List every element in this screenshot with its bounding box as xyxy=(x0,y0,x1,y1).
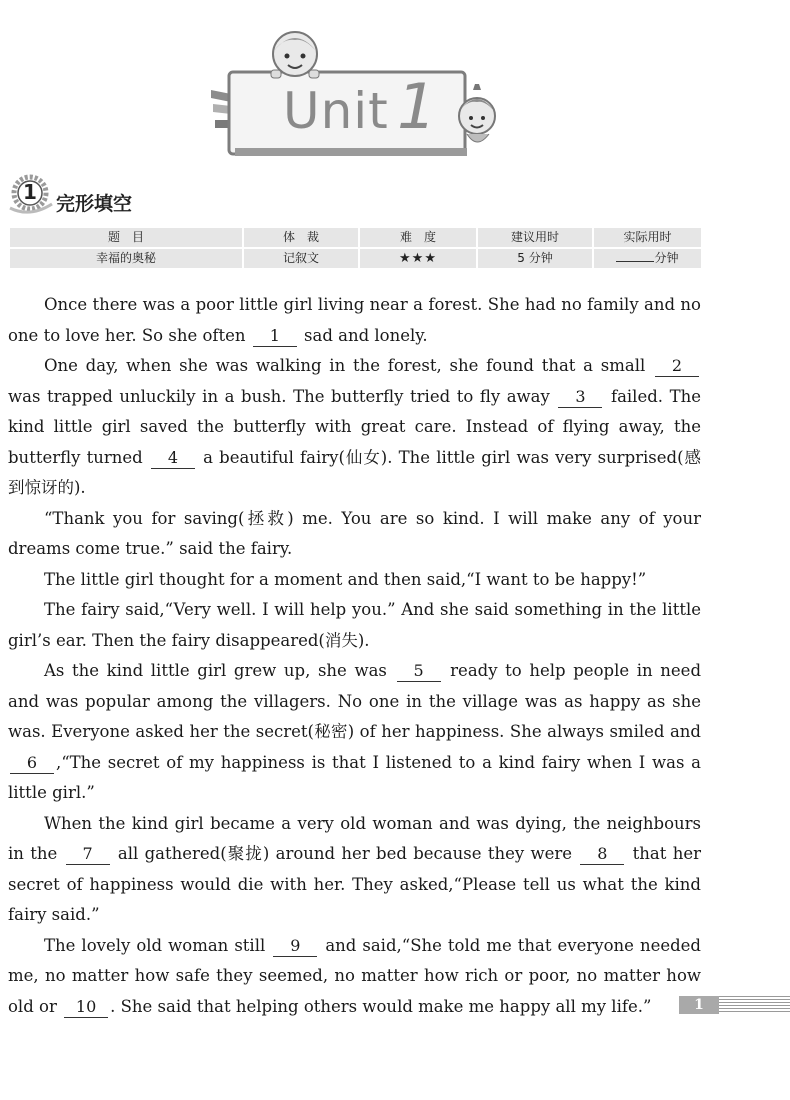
unit-banner xyxy=(205,24,505,164)
text: failed. The kind little girl saved the butterfly with great care. Instead of flying away, the butterfly turned xyxy=(8,386,701,467)
cell-difficulty-stars: ★★★ xyxy=(359,248,477,269)
text: The lovely old woman still xyxy=(44,935,272,955)
text: and said,“She told me that everyone needed me, no matter how safe they seemed, no matter how rich or poor, no matter how old or xyxy=(8,935,701,1016)
blank-4[interactable]: 4 xyxy=(151,448,195,469)
text: ,“The secret of my happiness is that I listened to a kind fairy when I was a little girl.” xyxy=(8,752,701,802)
blank-6[interactable]: 6 xyxy=(10,753,54,774)
cell-actual-time xyxy=(593,248,702,269)
paragraph-1 xyxy=(8,290,701,351)
text: The fairy said,“Very well. I will help you.” And she said something in the little girl’s ear. Then the fairy disappeared(消失). xyxy=(8,600,701,650)
text: “Thank you for saving(拯救) me. You are so kind. I will make any of your dreams come true.” said the fairy. xyxy=(8,508,701,558)
text: The little girl thought for a moment and then said,“I want to be happy!” xyxy=(44,569,647,589)
cell-suggested-time: 5 分钟 xyxy=(477,248,593,269)
paragraph-7 xyxy=(8,809,701,931)
girl-cartoon-icon xyxy=(271,32,319,78)
text: all gathered(聚拢) around her bed because they were xyxy=(111,844,579,863)
section-number: 1 xyxy=(23,180,37,204)
blank-5[interactable]: 5 xyxy=(397,661,441,682)
text: that her secret of happiness would die with her. They asked,“Please tell us what the kind fairy said.” xyxy=(8,844,701,924)
text: a beautiful fairy(仙女). The little girl was very surprised(感到惊讶的). xyxy=(8,447,701,497)
paragraph-2 xyxy=(8,351,701,504)
blank-7[interactable]: 7 xyxy=(66,844,110,865)
text: ready to help people in need and was popular among the villagers. No one in the village was as happy as she was. Everyone asked her the secret(秘密) of her happiness. She always smiled and xyxy=(8,661,702,741)
header-suggested-time: 建议用时 xyxy=(477,227,593,248)
unit-number: 1 xyxy=(397,70,437,143)
text: sad and lonely. xyxy=(298,325,428,345)
text: As the kind little girl grew up, she was xyxy=(44,661,395,680)
text: was trapped unluckily in a bush. The butterfly tried to fly away xyxy=(8,386,557,406)
blank-9[interactable]: 9 xyxy=(273,936,317,957)
paragraph-3 xyxy=(8,504,701,565)
actual-time-unit: 分钟 xyxy=(654,251,679,265)
paragraph-5 xyxy=(8,595,701,656)
paragraph-8 xyxy=(8,931,701,1023)
text: One day, when she was walking in the forest, she found that a small xyxy=(44,356,653,375)
section-header xyxy=(6,174,306,214)
blank-1[interactable]: 1 xyxy=(253,326,297,347)
actual-time-blank[interactable] xyxy=(616,249,654,262)
text: . She said that helping others would make me happy all my life.” xyxy=(110,996,652,1016)
page-number-decoration xyxy=(719,996,790,1014)
header-topic: 题 目 xyxy=(9,227,243,248)
paragraph-6 xyxy=(8,656,701,809)
blank-2[interactable]: 2 xyxy=(655,356,699,377)
text: When the kind girl became a very old woman and was dying, the neighbours in the xyxy=(8,813,701,863)
blank-3[interactable]: 3 xyxy=(558,387,602,408)
page-number: 1 xyxy=(679,996,719,1014)
cell-topic: 幸福的奥秘 xyxy=(9,248,243,269)
header-actual-time: 实际用时 xyxy=(593,227,702,248)
table-header-row xyxy=(9,227,702,248)
section-title: 完形填空 xyxy=(56,193,133,215)
unit-title: Unit xyxy=(283,82,389,140)
paragraph-4 xyxy=(8,565,701,596)
blank-10[interactable]: 10 xyxy=(64,997,108,1018)
cloze-passage xyxy=(8,290,701,1022)
table-row xyxy=(9,248,702,269)
text: Once there was a poor little girl living near a forest. She had no family and no one to love her. So she often xyxy=(8,295,701,345)
header-difficulty: 难 度 xyxy=(359,227,477,248)
exercise-info-table xyxy=(8,226,703,270)
header-genre: 体 裁 xyxy=(243,227,359,248)
blank-8[interactable]: 8 xyxy=(580,844,624,865)
cell-genre: 记叙文 xyxy=(243,248,359,269)
